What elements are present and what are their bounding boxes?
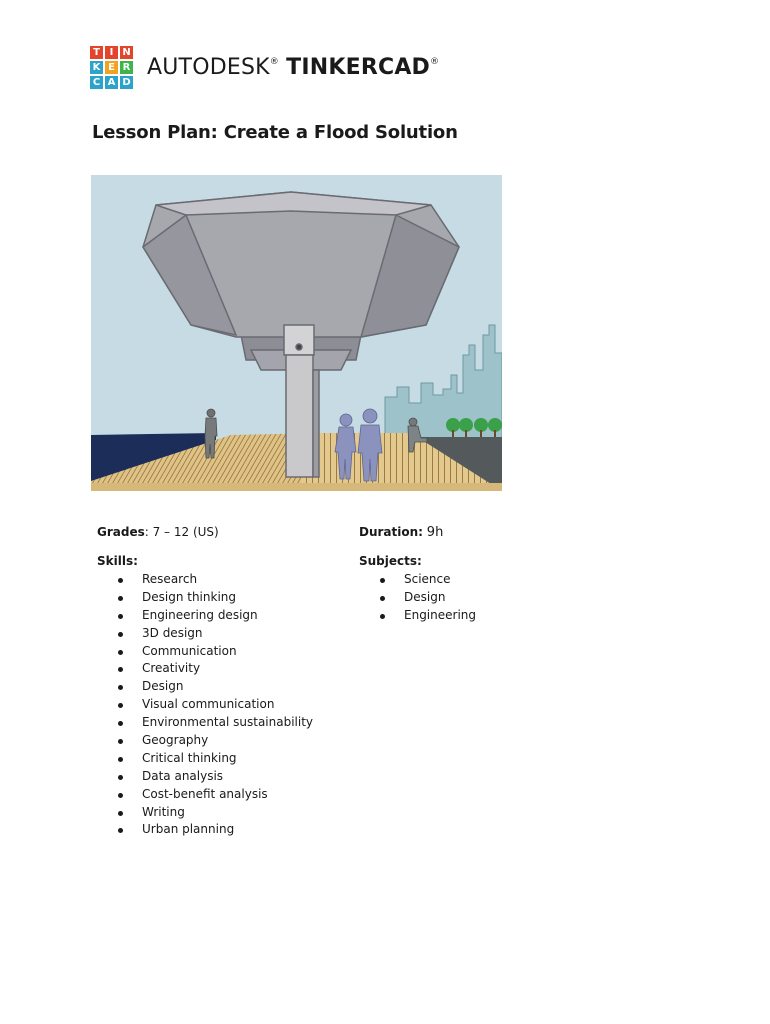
list-item: Design [380, 589, 476, 607]
list-item: Creativity [118, 660, 313, 678]
list-item: Cost-benefit analysis [118, 786, 313, 804]
duration-line [359, 525, 443, 540]
logo-tile: I [105, 46, 118, 59]
list-item: Geography [118, 732, 313, 750]
tinkercad-logo [90, 46, 439, 89]
grades-line: Grades: 7 – 12 (US) [97, 525, 219, 539]
logo-tile-grid [90, 46, 133, 89]
hero-illustration [91, 175, 502, 491]
registered-mark: ® [430, 57, 440, 67]
list-item: 3D design [118, 625, 313, 643]
logo-tile: T [90, 46, 103, 59]
list-item: Visual communication [118, 696, 313, 714]
list-item: Communication [118, 643, 313, 661]
boardwalk-edge [91, 483, 502, 491]
list-item: Design thinking [118, 589, 313, 607]
grades-label: Grades [97, 525, 145, 539]
list-item: Engineering [380, 607, 476, 625]
logo-wordmark [147, 55, 439, 80]
list-item: Writing [118, 804, 313, 822]
grades-value: 7 – 12 (US) [152, 525, 219, 539]
subjects-heading: Subjects: [359, 554, 422, 568]
logo-tile: C [90, 76, 103, 89]
duration-label: Duration: [359, 525, 423, 539]
logo-tile: E [105, 61, 118, 74]
registered-mark: ® [269, 57, 279, 67]
list-item: Critical thinking [118, 750, 313, 768]
list-item: Urban planning [118, 821, 313, 839]
logo-tile: R [120, 61, 133, 74]
logo-tile: D [120, 76, 133, 89]
skills-list [118, 571, 313, 839]
duration-value: 9h [426, 525, 444, 540]
logo-tile: N [120, 46, 133, 59]
logo-tile: K [90, 61, 103, 74]
brand-autodesk: AUTODESK [147, 55, 270, 80]
list-item: Science [380, 571, 476, 589]
skills-heading: Skills: [97, 554, 138, 568]
page-title: Lesson Plan: Create a Flood Solution [92, 122, 458, 143]
subjects-list [380, 571, 476, 625]
list-item: Engineering design [118, 607, 313, 625]
brand-tinkercad: TINKERCAD [286, 55, 431, 80]
list-item: Research [118, 571, 313, 589]
list-item: Design [118, 678, 313, 696]
list-item: Environmental sustainability [118, 714, 313, 732]
list-item: Data analysis [118, 768, 313, 786]
logo-tile: A [105, 76, 118, 89]
